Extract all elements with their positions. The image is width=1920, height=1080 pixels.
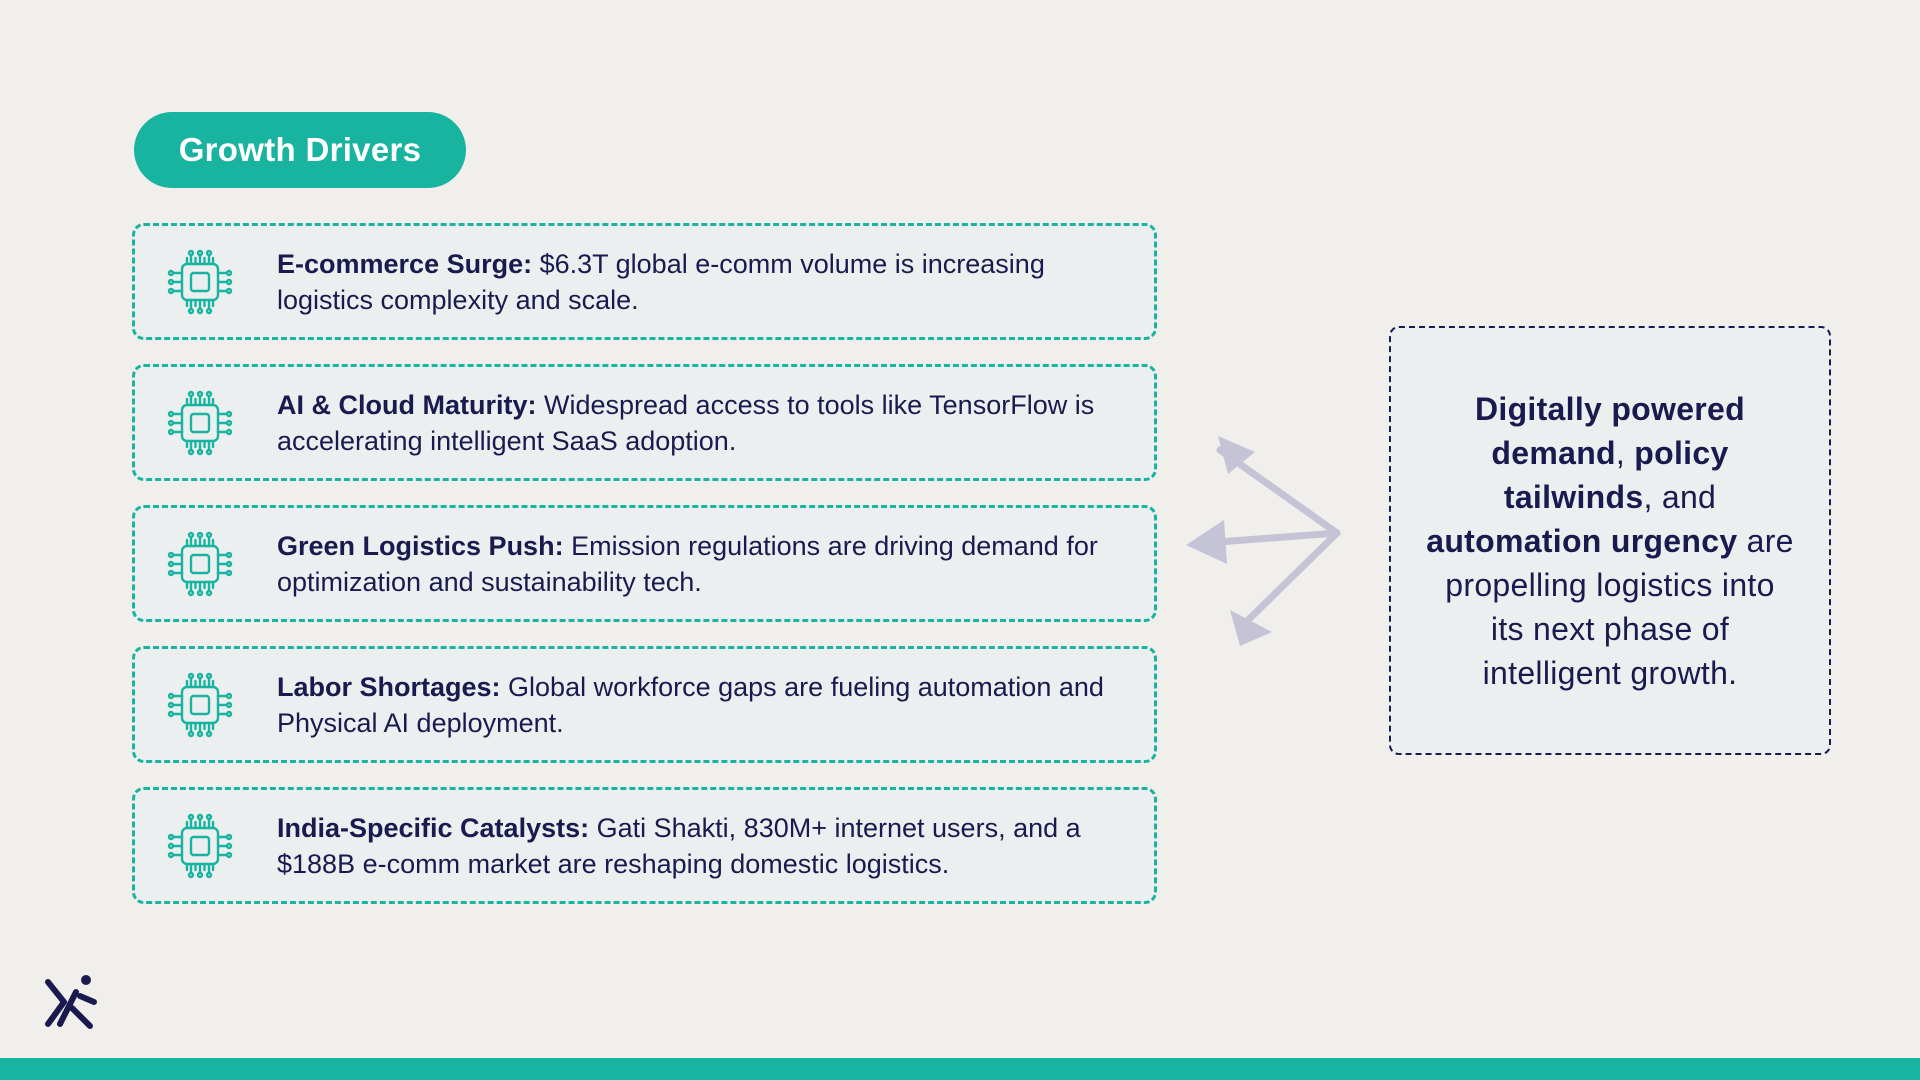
driver-text: [277, 387, 1134, 459]
summary-box: [1389, 326, 1831, 755]
driver-text: [277, 810, 1134, 882]
driver-card: [132, 646, 1157, 763]
driver-text: [277, 528, 1134, 600]
driver-card: [132, 364, 1157, 481]
drivers-list: [132, 223, 1157, 928]
summary-text: [1425, 387, 1795, 695]
driver-title: Labor Shortages:: [277, 671, 501, 702]
chip-icon: [165, 247, 235, 317]
footer-accent-bar: [0, 1058, 1920, 1080]
driver-card: [132, 787, 1157, 904]
summary-text-part: ,: [1615, 434, 1635, 471]
runner-logo-icon: [42, 972, 100, 1030]
driver-card: [132, 223, 1157, 340]
driver-body: $6.3T global e-comm volume is increasing logistics complexity and scale.: [277, 248, 1045, 315]
driver-title: Green Logistics Push:: [277, 530, 564, 561]
summary-emphasis: Digitally powered demand: [1474, 390, 1746, 471]
chip-icon: [165, 388, 235, 458]
chip-icon: [165, 811, 235, 881]
summary-emphasis: policy tailwinds: [1503, 434, 1729, 515]
driver-title: E-commerce Surge:: [277, 248, 533, 279]
driver-body: Emission regulations are driving demand for optimization and sustainability tech.: [277, 530, 1098, 597]
driver-title: AI & Cloud Maturity:: [277, 389, 537, 420]
driver-text: [277, 669, 1134, 741]
section-title-pill: [134, 112, 466, 188]
driver-title: India-Specific Catalysts:: [277, 812, 590, 843]
summary-text-part: , and: [1643, 478, 1717, 515]
chip-icon: [165, 529, 235, 599]
section-title: Growth Drivers: [178, 131, 422, 168]
converging-arrows-icon: [1180, 428, 1345, 653]
driver-text: [277, 246, 1134, 318]
chip-icon: [165, 670, 235, 740]
summary-text-part: are propelling logistics into its next phase of intelligent growth.: [1445, 522, 1794, 691]
summary-emphasis: automation urgency: [1426, 522, 1738, 559]
driver-body: Global workforce gaps are fueling automation and Physical AI deployment.: [277, 671, 1104, 738]
driver-body: Widespread access to tools like TensorFlow is accelerating intelligent SaaS adoption.: [277, 389, 1095, 456]
driver-body: Gati Shakti, 830M+ internet users, and a $188B e-comm market are reshaping domestic logistics.: [277, 812, 1081, 879]
driver-card: [132, 505, 1157, 622]
